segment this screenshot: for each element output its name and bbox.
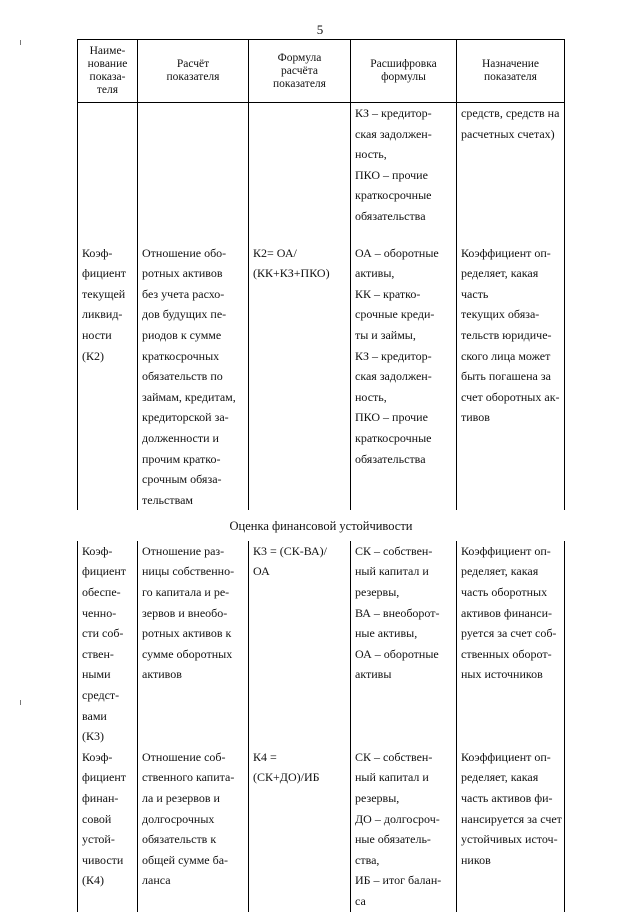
text-line: ла и резервов и bbox=[142, 791, 220, 805]
text-line: Коэф- bbox=[82, 245, 113, 260]
text-line: общей сумме ба- bbox=[142, 852, 229, 867]
text-line: ности bbox=[82, 327, 112, 342]
text-line: активов финанси- bbox=[461, 605, 553, 620]
text-line: (К3) bbox=[82, 729, 104, 744]
text-line: фициент bbox=[82, 770, 127, 785]
text-line: обязательств по bbox=[142, 369, 223, 384]
cell-formula bbox=[249, 747, 351, 912]
text-line: ными bbox=[82, 667, 111, 682]
text-line: чивости bbox=[82, 852, 124, 867]
text-line: (СК+ДО)/ИБ bbox=[253, 770, 320, 785]
text-line: часть оборотных bbox=[461, 585, 548, 600]
text-line: краткосрочные bbox=[355, 188, 432, 203]
text-line: ределяет, какая bbox=[461, 266, 539, 281]
text-line: резервы, bbox=[355, 585, 400, 600]
header-formula-decoding bbox=[351, 40, 457, 103]
text-line: активов bbox=[142, 667, 182, 682]
text-line: текущей bbox=[82, 286, 126, 301]
scan-mark bbox=[20, 700, 21, 705]
header-purpose bbox=[457, 40, 565, 103]
text-line: ственного капита- bbox=[142, 770, 235, 785]
text-line: Коэф- bbox=[82, 543, 113, 558]
text-line: активы, bbox=[355, 266, 395, 281]
cell-formula bbox=[249, 227, 351, 511]
text-line: займам, кредитам, bbox=[142, 389, 236, 404]
text-line: ИБ – итог балан- bbox=[355, 873, 442, 888]
text-line: Наиме- bbox=[89, 45, 126, 57]
text-line: часть bbox=[461, 286, 489, 301]
table-row-k3 bbox=[78, 541, 565, 747]
text-line: ликвид- bbox=[82, 307, 123, 322]
cell-name bbox=[78, 747, 138, 912]
text-line: срочные креди- bbox=[355, 307, 435, 322]
text-line: Отношение обо- bbox=[142, 245, 227, 260]
text-line: ланса bbox=[142, 873, 171, 888]
cell-empty bbox=[249, 103, 351, 227]
text-line: сти соб- bbox=[82, 626, 124, 641]
text-line: ВА – внеоборот- bbox=[355, 605, 440, 620]
text-line: показателя bbox=[484, 71, 537, 83]
text-line: часть активов фи- bbox=[461, 791, 553, 805]
text-line: ные обязатель- bbox=[355, 832, 431, 847]
text-line: ный капитал и bbox=[355, 564, 429, 579]
header-calculation bbox=[138, 40, 249, 103]
text-line: средств, средств на bbox=[461, 106, 560, 120]
text-line: ского лица может bbox=[461, 348, 551, 363]
text-line: счет оборотных ак- bbox=[461, 389, 560, 404]
text-line: вами bbox=[82, 708, 107, 723]
text-line: ницы собственно- bbox=[142, 564, 235, 579]
text-line: ченно- bbox=[82, 605, 117, 620]
text-line: совой bbox=[82, 811, 112, 826]
cell-purpose bbox=[457, 227, 565, 511]
text-line: ОА – оборотные bbox=[355, 245, 439, 260]
text-line: обязательства bbox=[355, 451, 426, 466]
text-line: го капитала и ре- bbox=[142, 585, 230, 600]
cell-formula bbox=[249, 541, 351, 747]
table-row-continuation bbox=[78, 103, 565, 227]
text-line: долгосрочных bbox=[142, 811, 215, 826]
text-line: финан- bbox=[82, 791, 119, 805]
text-line: ПКО – прочие bbox=[355, 167, 428, 182]
text-line: Расчёт bbox=[176, 58, 210, 70]
text-line: формулы bbox=[381, 71, 426, 83]
text-line: Отношение раз- bbox=[142, 543, 225, 558]
cell-empty bbox=[78, 103, 138, 227]
table-row-k2 bbox=[78, 227, 565, 511]
cell-calc bbox=[138, 227, 249, 511]
text-line: Формула bbox=[277, 51, 322, 64]
cell-decode bbox=[351, 227, 457, 511]
text-line: Коэффициент оп- bbox=[461, 245, 551, 260]
text-line: зервов и внеобо- bbox=[142, 605, 228, 620]
text-line: расчетных счетах) bbox=[461, 126, 555, 141]
table-header-row bbox=[78, 40, 565, 103]
text-line: ротных активов к bbox=[142, 626, 232, 641]
text-line: (КК+КЗ+ПКО) bbox=[253, 266, 330, 281]
text-line: ные активы, bbox=[355, 626, 418, 641]
text-line: К4 = bbox=[253, 749, 277, 764]
text-line: Отношение соб- bbox=[142, 749, 226, 764]
text-line: ротных активов bbox=[142, 266, 223, 281]
text-line: показателя bbox=[166, 71, 220, 83]
section-title: Оценка финансовой устойчивости bbox=[229, 519, 413, 534]
cell-calc bbox=[138, 747, 249, 912]
text-line: краткосрочные bbox=[355, 430, 432, 445]
cell-decode bbox=[351, 747, 457, 912]
text-line: ДО – долгосроч- bbox=[355, 811, 440, 826]
text-line: КК – кратко- bbox=[355, 286, 421, 301]
text-line: КЗ – кредитор- bbox=[355, 348, 432, 363]
section-row bbox=[78, 510, 565, 541]
text-line: обязательства bbox=[355, 208, 426, 223]
text-line: устой- bbox=[82, 832, 115, 847]
text-line: СК – собствен- bbox=[355, 543, 433, 558]
text-line: показателя bbox=[273, 77, 326, 90]
text-line: ская задолжен- bbox=[355, 369, 432, 384]
text-line: ства, bbox=[355, 852, 380, 867]
text-line: быть погашена за bbox=[461, 369, 551, 384]
text-line: нансируется за счет bbox=[461, 811, 562, 826]
table-row-k4 bbox=[78, 747, 565, 912]
text-line: ствен- bbox=[82, 646, 114, 661]
text-line: Коэф- bbox=[82, 749, 113, 764]
text-line: сумме оборотных bbox=[142, 646, 233, 661]
text-line: ределяет, какая bbox=[461, 564, 539, 579]
text-line: устойчивых источ- bbox=[461, 832, 558, 847]
text-line: средст- bbox=[82, 688, 120, 703]
financial-indicators-table bbox=[77, 39, 565, 912]
text-line: показа- bbox=[89, 71, 126, 83]
text-line: обязательств к bbox=[142, 832, 217, 847]
text-line: (К4) bbox=[82, 873, 104, 888]
cell-empty bbox=[138, 103, 249, 227]
text-line: (К2) bbox=[82, 348, 104, 363]
cell-decode bbox=[351, 541, 457, 747]
text-line: ных источников bbox=[461, 667, 543, 682]
cell-purpose bbox=[457, 541, 565, 747]
text-line: дов будущих пе- bbox=[142, 307, 227, 322]
cell-purpose-continued bbox=[457, 103, 565, 227]
text-line: прочим кратко- bbox=[142, 451, 221, 466]
text-line: Назначение bbox=[481, 58, 540, 70]
cell-name bbox=[78, 541, 138, 747]
text-line: ская задолжен- bbox=[355, 126, 432, 141]
text-line: ты и займы, bbox=[355, 327, 416, 342]
cell-purpose bbox=[457, 747, 565, 912]
text-line: обеспе- bbox=[82, 585, 121, 600]
text-line: долженности и bbox=[142, 430, 219, 445]
cell-decode-continued bbox=[351, 103, 457, 227]
text-line: К3 = (СК-ВА)/ bbox=[253, 543, 328, 558]
text-line: са bbox=[355, 893, 366, 908]
text-line: ОА – оборотные bbox=[355, 646, 439, 661]
text-line: ность, bbox=[355, 389, 387, 404]
text-line: ников bbox=[461, 852, 491, 867]
text-line: руется за счет соб- bbox=[461, 626, 557, 641]
cell-name bbox=[78, 227, 138, 511]
text-line: ный капитал и bbox=[355, 770, 429, 785]
text-line: срочным обяза- bbox=[142, 472, 222, 487]
text-line: нование bbox=[87, 58, 128, 70]
page-number: 5 bbox=[316, 22, 324, 37]
header-formula bbox=[249, 40, 351, 103]
text-line: краткосрочных bbox=[142, 348, 220, 363]
text-line: Коэффициент оп- bbox=[461, 749, 551, 764]
text-line: кредиторской за- bbox=[142, 410, 229, 425]
text-line: СК – собствен- bbox=[355, 749, 433, 764]
text-line: тельств юридиче- bbox=[461, 327, 552, 342]
text-line: тивов bbox=[461, 410, 490, 425]
cell-calc bbox=[138, 541, 249, 747]
text-line: Расшифровка bbox=[370, 58, 437, 70]
text-line: риодов к сумме bbox=[142, 327, 222, 342]
text-line: тельствам bbox=[142, 492, 194, 507]
text-line: К2= ОА/ bbox=[253, 245, 297, 260]
text-line: фициент bbox=[82, 564, 127, 579]
text-line: теля bbox=[96, 84, 119, 96]
header-indicator-name bbox=[78, 40, 138, 103]
text-line: ность, bbox=[355, 147, 387, 162]
scan-mark bbox=[20, 40, 21, 45]
text-line: ределяет, какая bbox=[461, 770, 539, 785]
text-line: резервы, bbox=[355, 791, 400, 805]
text-line: текущих обяза- bbox=[461, 307, 540, 322]
text-line: расчёта bbox=[281, 64, 318, 77]
text-line: без учета расхо- bbox=[142, 286, 225, 301]
text-line: ПКО – прочие bbox=[355, 410, 428, 425]
text-line: ОА bbox=[253, 564, 270, 579]
text-line: активы bbox=[355, 667, 392, 682]
text-line: Коэффициент оп- bbox=[461, 543, 551, 558]
text-line: КЗ – кредитор- bbox=[355, 106, 432, 120]
text-line: фициент bbox=[82, 266, 127, 281]
text-line: ственных оборот- bbox=[461, 646, 552, 661]
